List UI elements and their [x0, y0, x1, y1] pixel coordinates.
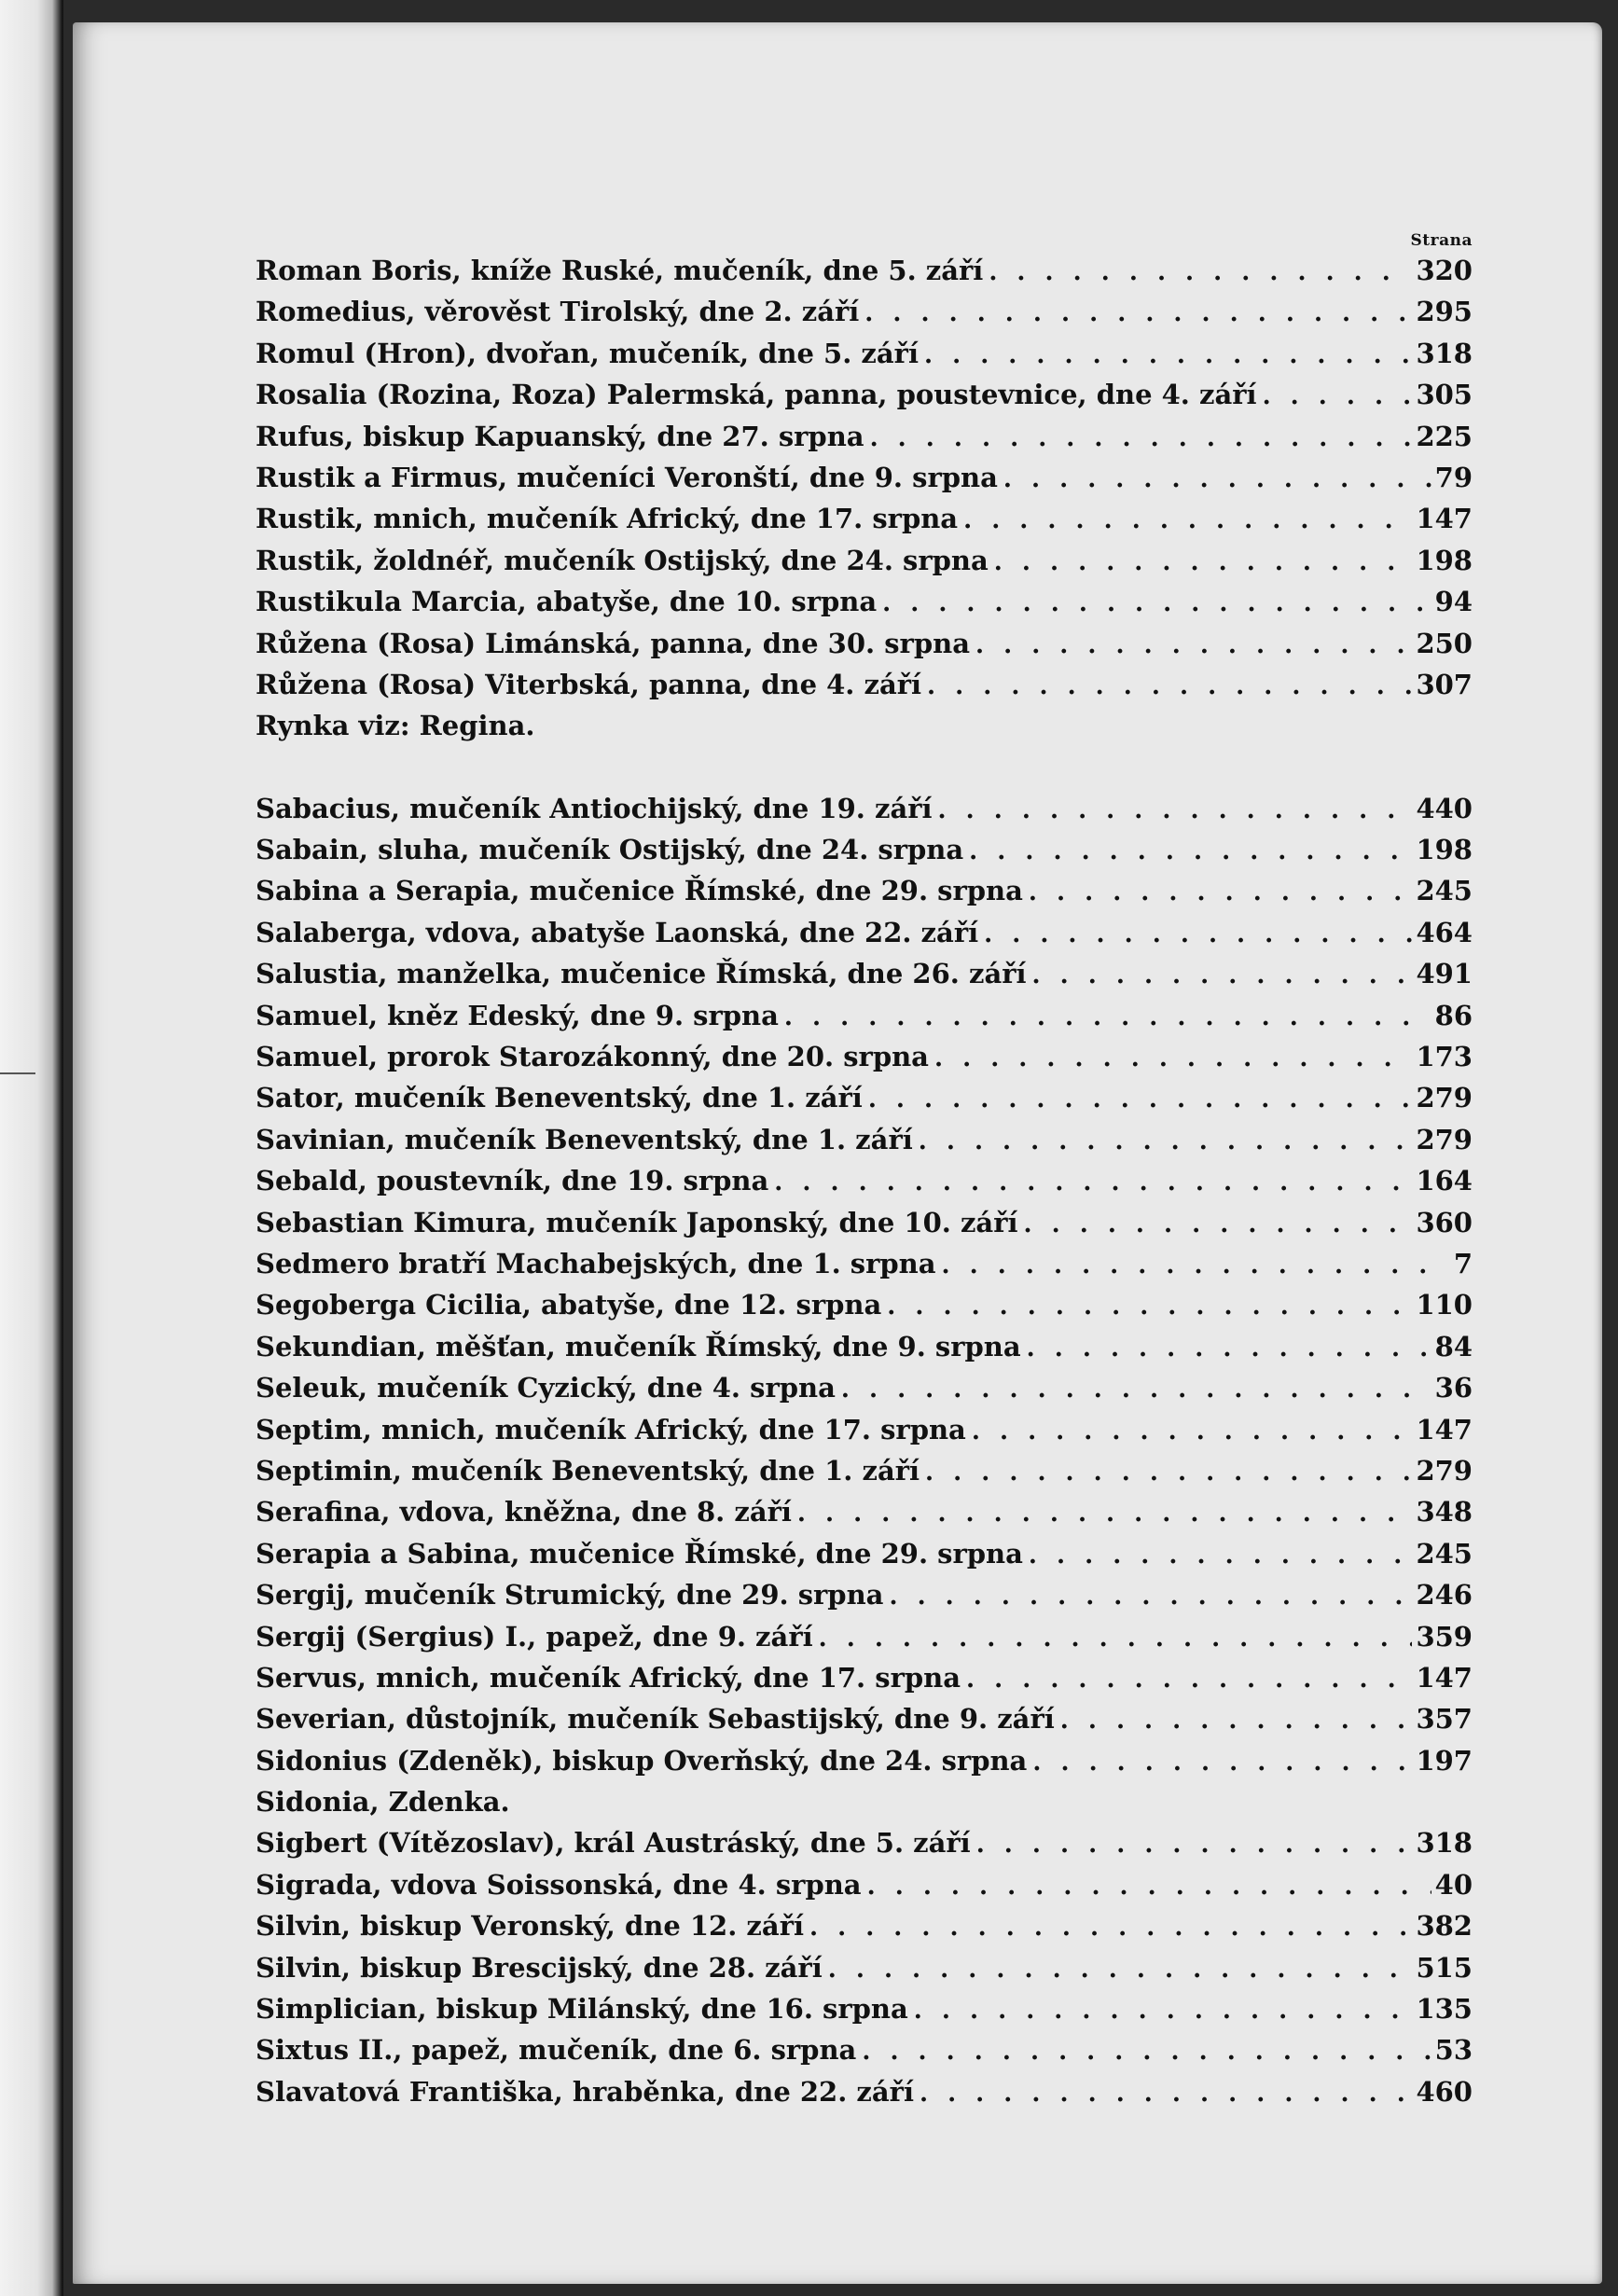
- entry-page-number: 79: [1434, 461, 1473, 493]
- entry-page-number: 173: [1416, 1041, 1473, 1073]
- index-entry: [256, 1284, 1473, 1325]
- index-entry: [256, 912, 1473, 953]
- entry-name: Růžena (Rosa) Viterbská, panna, dne 4. září: [256, 668, 922, 700]
- index-entry: [256, 1036, 1473, 1077]
- entry-page-number: 295: [1416, 296, 1473, 328]
- dot-leader: [969, 831, 1412, 872]
- entry-page-number: 225: [1416, 420, 1473, 452]
- entry-name: Samuel, kněz Edeský, dne 9. srpna: [256, 999, 779, 1031]
- index-entry: [256, 1864, 1473, 1905]
- entry-name: Rufus, biskup Kapuanský, dne 27. srpna: [256, 420, 864, 452]
- entry-page-number: 84: [1434, 1330, 1473, 1362]
- dot-leader: [1027, 1328, 1431, 1369]
- entry-page-number: 198: [1416, 834, 1473, 866]
- entry-page-number: 245: [1416, 1537, 1473, 1570]
- index-entry: [256, 1574, 1473, 1615]
- entry-page-number: 318: [1416, 1827, 1473, 1860]
- index-entry: [256, 1781, 1473, 1822]
- index-entry: [256, 1367, 1473, 1408]
- entry-name: Sabacius, mučeník Antiochijský, dne 19. září: [256, 792, 933, 824]
- index-entry: [256, 2029, 1473, 2070]
- entry-name: Seleuk, mučeník Cyzický, dne 4. srpna: [256, 1372, 836, 1404]
- index-entry: [256, 870, 1473, 911]
- entry-name: Sidonia, Zdenka.: [256, 1786, 510, 1819]
- index-entry: [256, 1740, 1473, 1781]
- entry-name: Sigrada, vdova Soissonská, dne 4. srpna: [256, 1868, 862, 1901]
- dot-leader: [870, 418, 1413, 459]
- entry-page-number: 53: [1434, 2034, 1473, 2067]
- entry-name: Rynka viz: Regina.: [256, 710, 535, 742]
- entry-name: Servus, mnich, mučeník Africký, dne 17. srpna: [256, 1661, 961, 1694]
- entry-page-number: 164: [1416, 1165, 1473, 1197]
- entry-page-number: 86: [1434, 999, 1473, 1031]
- dot-leader: [984, 914, 1412, 955]
- index-entry: [256, 788, 1473, 829]
- dot-leader: [938, 790, 1413, 831]
- entry-name: Romedius, věrověst Tirolský, dne 2. září: [256, 296, 860, 328]
- entry-name: Savinian, mučeník Beneventský, dne 1. září: [256, 1123, 913, 1155]
- dot-leader: [1029, 1535, 1413, 1576]
- index-entry: [256, 1160, 1473, 1201]
- entry-page-number: 515: [1416, 1951, 1473, 1984]
- index-entry: [256, 1988, 1473, 2029]
- index-entry: [256, 1409, 1473, 1450]
- entry-name: Salaberga, vdova, abatyše Laonská, dne 22. září: [256, 916, 979, 948]
- entry-name: Salustia, manželka, mučenice Římská, dne 26. září: [256, 958, 1027, 990]
- dot-leader: [925, 1452, 1412, 1493]
- index-entry: [256, 829, 1473, 870]
- entry-page-number: 359: [1416, 1620, 1473, 1653]
- entry-page-number: 491: [1416, 958, 1473, 990]
- index-entry: [256, 1077, 1473, 1118]
- entry-name: Rustikula Marcia, abatyše, dne 10. srpna: [256, 586, 878, 618]
- dot-leader: [882, 583, 1431, 624]
- dot-leader: [867, 1866, 1431, 1907]
- entry-page-number: 460: [1416, 2075, 1473, 2108]
- dot-leader: [1032, 955, 1413, 996]
- entry-name: Sergij, mučeník Strumický, dne 29. srpna: [256, 1579, 884, 1611]
- entry-name: Rustik a Firmus, mučeníci Veronští, dne 9. srpna: [256, 461, 998, 493]
- dot-leader: [819, 1618, 1413, 1659]
- index-entry: [256, 250, 1473, 291]
- index-entry: [256, 291, 1473, 332]
- dot-leader: [966, 1659, 1412, 1700]
- entry-name: Roman Boris, kníže Ruské, mučeník, dne 5. září: [256, 255, 984, 286]
- index-entry: [256, 581, 1473, 622]
- dot-leader: [914, 1990, 1413, 2031]
- entry-name: Sergij (Sergius) I., papež, dne 9. září: [256, 1620, 813, 1653]
- entry-page-number: 357: [1416, 1703, 1473, 1736]
- entry-name: Septim, mnich, mučeník Africký, dne 17. srpna: [256, 1413, 966, 1445]
- entry-name: Sidonius (Zdeněk), biskup Overňský, dne 24. srpna: [256, 1744, 1028, 1777]
- entry-page-number: 320: [1416, 255, 1473, 286]
- entry-page-number: 36: [1434, 1372, 1473, 1404]
- index-entry: [256, 1616, 1473, 1657]
- entry-page-number: 307: [1416, 668, 1473, 700]
- entry-name: Rosalia (Rozina, Roza) Palermská, panna, poustevnice, dne 4. září: [256, 379, 1257, 411]
- dot-leader: [942, 1245, 1433, 1286]
- dot-leader: [963, 500, 1412, 541]
- entry-name: Severian, důstojník, mučeník Sebastijský, dne 9. září: [256, 1703, 1055, 1736]
- dot-leader: [864, 293, 1412, 334]
- entry-name: Serapia a Sabina, mučenice Římské, dne 29. srpna: [256, 1537, 1023, 1570]
- entry-name: Sator, mučeník Beneventský, dne 1. září: [256, 1082, 863, 1114]
- dot-leader: [1060, 1700, 1413, 1741]
- entry-name: Segoberga Cicilia, abatyše, dne 12. srpna: [256, 1289, 882, 1321]
- entry-name: Slavatová Františka, hraběnka, dne 22. září: [256, 2075, 914, 2108]
- entry-name: Sixtus II., papež, mučeník, dne 6. srpna: [256, 2034, 857, 2067]
- entry-page-number: 110: [1416, 1289, 1473, 1321]
- entry-name: Simplician, biskup Milánský, dne 16. srpna: [256, 1993, 908, 2026]
- entry-page-number: 360: [1416, 1206, 1473, 1238]
- entry-name: Rustik, žoldnéř, mučeník Ostijský, dne 24. srpna: [256, 544, 989, 576]
- entry-page-number: 279: [1416, 1082, 1473, 1114]
- entry-page-number: 40: [1434, 1868, 1473, 1901]
- entry-name: Serafina, vdova, kněžna, dne 8. září: [256, 1496, 792, 1528]
- index-entry: [256, 416, 1473, 457]
- entry-page-number: 250: [1416, 627, 1473, 659]
- dot-leader: [887, 1286, 1412, 1327]
- dot-leader: [828, 1949, 1413, 1990]
- entry-page-number: 135: [1416, 1993, 1473, 2026]
- entry-name: Silvin, biskup Brescijský, dne 28. září: [256, 1951, 823, 1984]
- entry-name: Sabain, sluha, mučeník Ostijský, dne 24. srpna: [256, 834, 964, 866]
- page-edge-mark: [0, 1072, 35, 1074]
- index-entry: [256, 1657, 1473, 1698]
- index-entry: [256, 1698, 1473, 1739]
- entry-page-number: 245: [1416, 875, 1473, 907]
- entry-page-number: 7: [1453, 1247, 1473, 1279]
- dot-leader: [924, 335, 1412, 376]
- entry-page-number: 147: [1416, 503, 1473, 535]
- entry-page-number: 279: [1416, 1123, 1473, 1155]
- entry-page-number: 440: [1416, 792, 1473, 824]
- dot-leader: [1032, 1742, 1412, 1783]
- entry-name: Sebald, poustevník, dne 19. srpna: [256, 1165, 769, 1197]
- dot-leader: [1263, 376, 1413, 417]
- dot-leader: [972, 1411, 1413, 1452]
- entry-page-number: 147: [1416, 1413, 1473, 1445]
- index-entry: [256, 1822, 1473, 1863]
- dot-leader: [774, 1162, 1412, 1203]
- entry-name: Sebastian Kimura, mučeník Japonský, dne 10. září: [256, 1206, 1018, 1238]
- index-entry: [256, 333, 1473, 374]
- index-entry: [256, 1905, 1473, 1946]
- dot-leader: [889, 1576, 1412, 1617]
- entry-page-number: 348: [1416, 1496, 1473, 1528]
- entry-name: Sigbert (Vítězoslav), král Austráský, dne 5. září: [256, 1827, 971, 1860]
- dot-leader: [809, 1907, 1412, 1948]
- dot-leader: [920, 2073, 1412, 2114]
- dot-leader: [989, 252, 1412, 293]
- entry-name: Sabina a Serapia, mučenice Římské, dne 29. srpna: [256, 875, 1023, 907]
- entry-name: Sedmero bratří Machabejských, dne 1. srpna: [256, 1247, 936, 1279]
- entry-page-number: 147: [1416, 1661, 1473, 1694]
- index-entry: [256, 374, 1473, 415]
- index-entry: [256, 2071, 1473, 2112]
- entry-name: Septimin, mučeník Beneventský, dne 1. září: [256, 1454, 920, 1487]
- index-entry: [256, 1947, 1473, 1988]
- index-entry: [256, 1450, 1473, 1491]
- index-entry: [256, 457, 1473, 498]
- index-entry: [256, 1119, 1473, 1160]
- dot-leader: [975, 625, 1412, 666]
- entry-page-number: 382: [1416, 1910, 1473, 1943]
- entry-page-number: 318: [1416, 337, 1473, 369]
- dot-leader: [862, 2031, 1431, 2072]
- book-page: [73, 22, 1602, 2284]
- dot-leader: [976, 1824, 1413, 1865]
- index-entry: [256, 498, 1473, 539]
- dot-leader: [797, 1493, 1413, 1534]
- page-column-header: Strana: [1410, 231, 1473, 250]
- dot-leader: [934, 1038, 1412, 1079]
- index-entry: [256, 1202, 1473, 1243]
- index-entry: [256, 540, 1473, 581]
- entry-page-number: 246: [1416, 1579, 1473, 1611]
- entry-page-number: 305: [1416, 379, 1473, 411]
- index-entry: [256, 1533, 1473, 1574]
- index-content: [256, 231, 1473, 2112]
- dot-leader: [1024, 1204, 1413, 1245]
- dot-leader: [927, 666, 1412, 707]
- index-entry: [256, 705, 1473, 746]
- index-entry: [256, 664, 1473, 705]
- entry-name: Sekundian, měšťan, mučeník Římský, dne 9. srpna: [256, 1330, 1021, 1362]
- index-entry: [256, 1326, 1473, 1367]
- dot-leader: [994, 542, 1413, 583]
- entry-name: Růžena (Rosa) Limánská, panna, dne 30. srpna: [256, 627, 970, 659]
- index-entry: [256, 953, 1473, 994]
- dot-leader: [919, 1121, 1413, 1162]
- group-separator: [256, 747, 1473, 788]
- entry-page-number: 197: [1416, 1744, 1473, 1777]
- entry-name: Rustik, mnich, mučeník Africký, dne 17. srpna: [256, 503, 959, 535]
- index-group: [256, 250, 1473, 747]
- facing-page-edge: [0, 0, 63, 2296]
- entry-name: Romul (Hron), dvořan, mučeník, dne 5. září: [256, 337, 919, 369]
- entry-name: Silvin, biskup Veronský, dne 12. září: [256, 1910, 804, 1943]
- index-entry: [256, 1243, 1473, 1284]
- index-entry: [256, 1491, 1473, 1532]
- entry-name: Samuel, prorok Starozákonný, dne 20. srpna: [256, 1041, 929, 1073]
- index-entry: [256, 623, 1473, 664]
- index-entry: [256, 995, 1473, 1036]
- entry-page-number: 94: [1434, 586, 1473, 618]
- dot-leader: [784, 997, 1431, 1038]
- dot-leader: [841, 1369, 1431, 1410]
- dot-leader: [868, 1079, 1413, 1120]
- dot-leader: [1029, 872, 1413, 913]
- entry-page-number: 198: [1416, 544, 1473, 576]
- dot-leader: [1003, 459, 1431, 500]
- entry-page-number: 464: [1416, 916, 1473, 948]
- index-group: [256, 788, 1473, 2113]
- entry-page-number: 279: [1416, 1454, 1473, 1487]
- index-groups: [256, 250, 1473, 2112]
